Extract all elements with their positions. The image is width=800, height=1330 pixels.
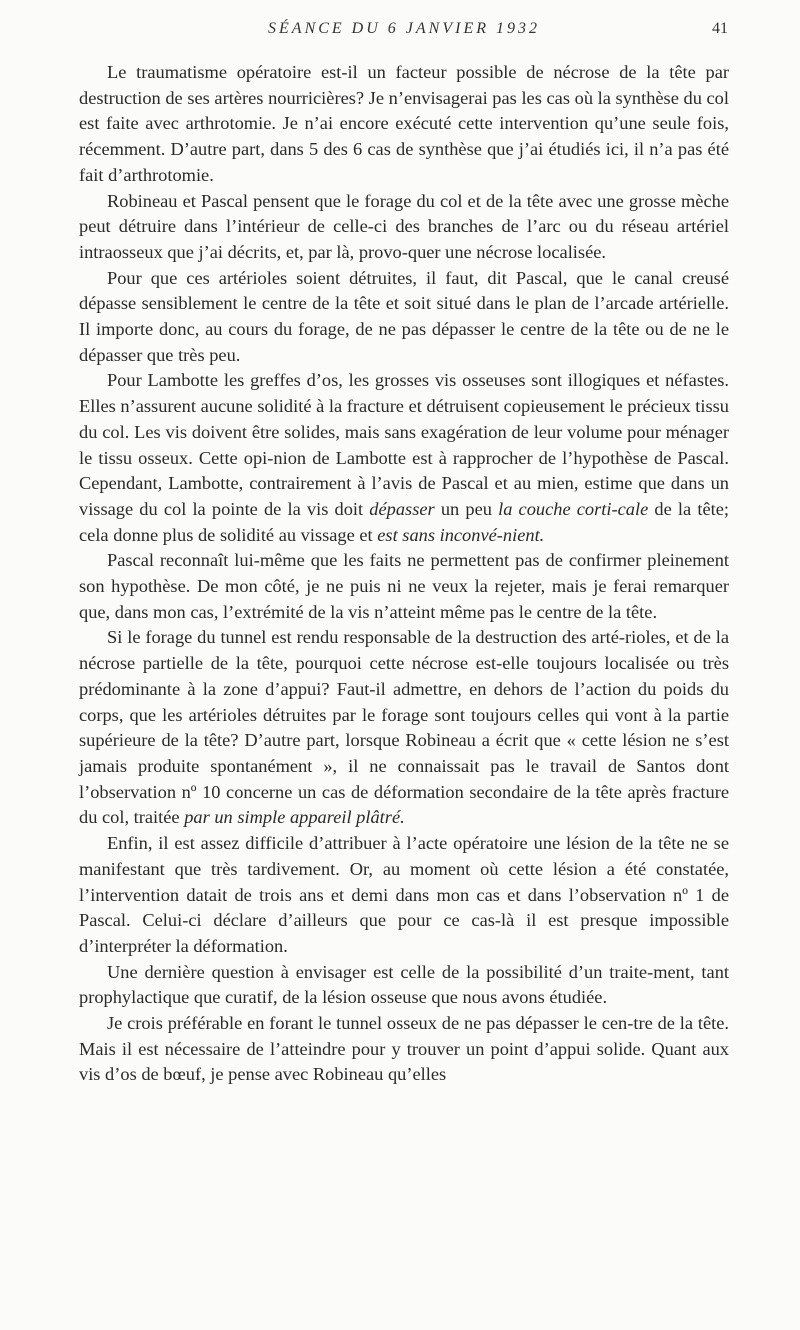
paragraph-7 [79,831,729,960]
text-run: Pascal reconnaît lui-même que les faits ne permettent pas de confirmer pleinement son hypothèse. De mon côté, je ne puis ni ne veux la rejeter, mais je ferai remarquer que, dans mon cas, l’extrémité de la vis n’atteint même pas le centre de la tête. [79,550,729,622]
text-run: Le traumatisme opératoire est-il un facteur possible de nécrose de la tête par destruction de ses artères nourricières? Je n’envisagerai pas les cas où la synthèse du col est faite avec arthrotomie. Je n’ai encore exécuté cette intervention qu’une seule fois, récemment. D’autre part, dans 5 des 6 cas de synthèse que j’ai étudiés ici, il n’a pas été fait d’arthrotomie. [79,62,729,185]
running-head [80,20,728,46]
italic-phrase: est sans inconvé-nient. [377,524,545,545]
paragraph-8 [79,960,729,1011]
paragraph-9 [79,1011,729,1088]
paragraph-1 [79,60,729,189]
running-title: SÉANCE DU 6 JANVIER 1932 [268,20,540,37]
paragraph-5 [79,548,729,625]
text-run: Enfin, il est assez difficile d’attribuer à l’acte opératoire une lésion de la tête ne se manifestant que très tardivement. Or, au moment où cette lésion a été constatée, l’intervention datait de trois ans et demi dans mon cas et dans l’observation nº 1 de Pascal. Celui-ci déclare d’ailleurs que pour ce cas-là il est presque impossible d’interpréter la déformation. [79,833,729,956]
text-run: Une dernière question à envisager est celle de la possibilité d’un traite-ment, tant prophylactique que curatif, de la lésion osseuse que nous avons étudiée. [79,961,729,1008]
text-run: un peu [434,498,499,519]
italic-phrase: dépasser [369,498,435,519]
italic-phrase: par un simple appareil plâtré. [184,807,405,828]
text-run: Je crois préférable en forant le tunnel osseux de ne pas dépasser le cen-tre de la tête. Mais il est nécessaire de l’atteindre pour y trouver un point d’appui solide. Quant aux vis d’os de bœuf, je pense avec Robineau qu’elles [79,1013,729,1085]
page-number: 41 [712,20,728,37]
text-run: Pour Lambotte les greffes d’os, les grosses vis osseuses sont illogiques et néfastes. Elles n’assurent aucune solidité à la fracture et détruisent copieusement le précieux tissu du col. Les vis doivent être solides, mais sans exagération de leur volume pour ménager le tissu osseux. Cette opi-nion de Lambotte est à rapprocher de l’hypothèse de Pascal. Cependant, Lambotte, contrairement à l’avis de Pascal et au mien, estime que dans un vissage du col la pointe de la vis doit [79,370,729,519]
paragraph-4 [79,368,729,548]
paragraph-3 [79,266,729,369]
body-text [79,60,729,1088]
text-run: Pour que ces artérioles soient détruites, il faut, dit Pascal, que le canal creusé dépasse sensiblement le centre de la tête et soit situé dans le plan de l’arcade artérielle. Il importe donc, au cours du forage, de ne pas dépasser le centre de la tête ou de ne le dépasser que très peu. [79,267,729,365]
text-run: de la tête; cela donne plus de solidité au vissage et [79,498,729,545]
italic-phrase: la couche corti-cale [498,498,649,519]
paragraph-2 [79,189,729,266]
paragraph-6 [79,625,729,831]
text-run: Robineau et Pascal pensent que le forage du col et de la tête avec une grosse mèche peut détruire dans l’intérieur de celle-ci des branches de l’arc ou du réseau artériel intraosseux que j’ai décrits, et, par là, provo-quer une nécrose localisée. [79,190,729,262]
text-run: Si le forage du tunnel est rendu responsable de la destruction des arté-rioles, et de la nécrose partielle de la tête, pourquoi cette nécrose est-elle toujours localisée ou très prédominante à la zone d’appui? Faut-il admettre, en dehors de l’action du poids du corps, que les artérioles détruites par le forage sont toujours celles qui vont à la partie supérieure de la tête? D’autre part, lorsque Robineau a écrit que « cette lésion ne s’est jamais produite spontanément », il ne connaissait pas le travail de Santos dont l’observation nº 10 concerne un cas de déformation secondaire de la tête après fracture du col, traitée [79,627,729,828]
